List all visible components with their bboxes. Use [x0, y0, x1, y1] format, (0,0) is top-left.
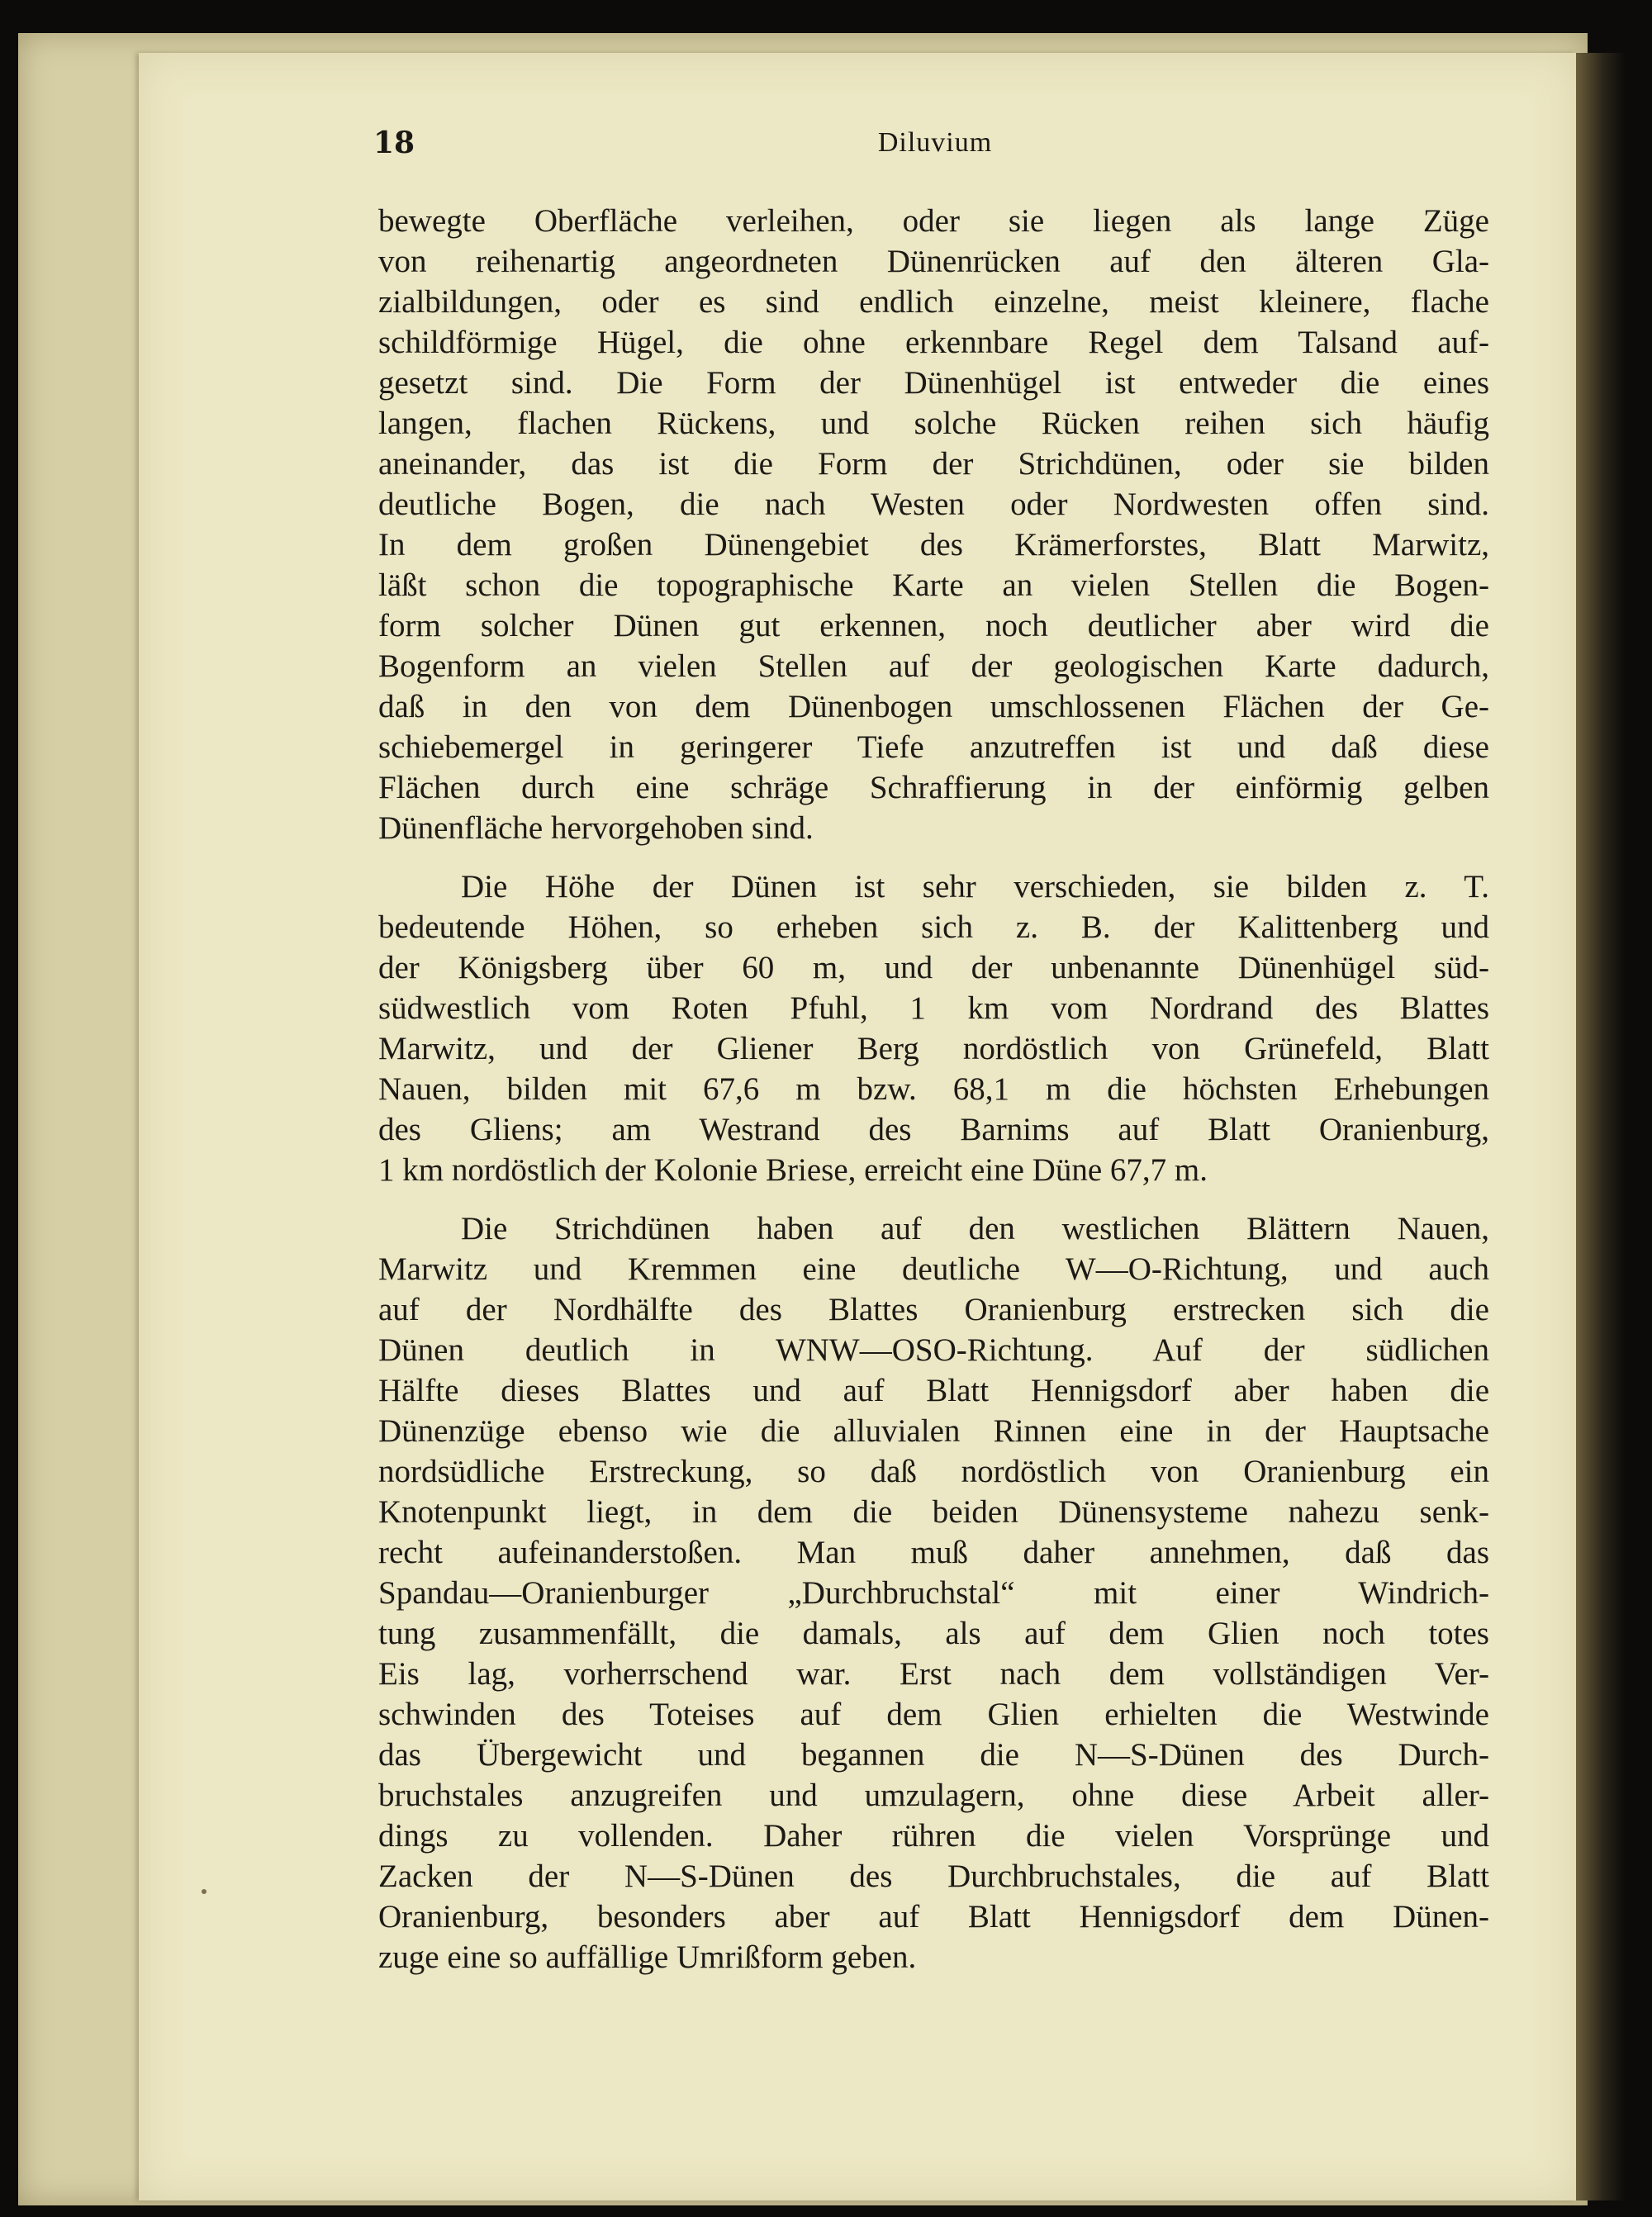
page-number: 18	[373, 126, 415, 160]
text-line: Flächen durch eine schräge Schraffierung in der einförmig gelben	[378, 770, 1489, 805]
text-line: Die Höhe der Dünen ist sehr verschieden, sie bilden z. T.	[461, 869, 1489, 904]
text-line: auf der Nordhälfte des Blattes Oranienburg erstrecken sich die	[378, 1292, 1489, 1327]
running-title: Diluvium	[877, 127, 993, 158]
text-line: Zacken der N—S-Dünen des Durchbruchstales, die auf Blatt	[378, 1859, 1489, 1894]
text-line: Eis lag, vorherrschend war. Erst nach dem vollständigen Ver-	[378, 1656, 1489, 1692]
text-line: bedeutende Höhen, so erheben sich z. B. der Kalittenberg und	[378, 909, 1489, 945]
text-line: Spandau—Oranienburger „Durchbruchstal“ mit einer Windrich-	[378, 1575, 1489, 1611]
text-line: Hälfte dieses Blattes und auf Blatt Hennigsdorf aber haben die	[378, 1373, 1489, 1408]
page-gutter-shadow	[1576, 53, 1626, 2200]
text-line: schiebemergel in geringerer Tiefe anzutreffen ist und daß diese	[378, 729, 1489, 765]
text-line: Marwitz und Kremmen eine deutliche W—O-Richtung, und auch	[378, 1251, 1489, 1287]
text-line: der Königsberg über 60 m, und der unbenannte Dünenhügel süd-	[378, 950, 1489, 985]
text-line: zuge eine so auffällige Umrißform geben.	[378, 1939, 917, 1975]
body-text	[378, 201, 1489, 1996]
text-line: des Gliens; am Westrand des Barnims auf Blatt Oranienburg,	[378, 1112, 1489, 1147]
text-line: bruchstales anzugreifen und umzulagern, ohne diese Arbeit aller-	[378, 1778, 1489, 1813]
text-line: zialbildungen, oder es sind endlich einzelne, meist kleinere, flache	[378, 284, 1489, 320]
text-line: In dem großen Dünengebiet des Krämerforstes, Blatt Marwitz,	[378, 527, 1489, 563]
paragraph	[378, 866, 1489, 1190]
text-line: Oranienburg, besonders aber auf Blatt Hennigsdorf dem Dünen-	[378, 1899, 1489, 1935]
text-line: bewegte Oberfläche verleihen, oder sie liegen als lange Züge	[378, 203, 1489, 239]
running-head	[373, 126, 1530, 175]
text-line: dings zu vollenden. Daher rühren die vielen Vorsprünge und	[378, 1818, 1489, 1854]
text-line: Dünen deutlich in WNW—OSO-Richtung. Auf der südlichen	[378, 1332, 1489, 1368]
text-line: Nauen, bilden mit 67,6 m bzw. 68,1 m die höchsten Erhebungen	[378, 1071, 1489, 1107]
text-line: schildförmige Hügel, die ohne erkennbare Regel dem Talsand auf-	[378, 325, 1489, 360]
text-line: südwestlich vom Roten Pfuhl, 1 km vom Nordrand des Blattes	[378, 990, 1489, 1026]
text-line: das Übergewicht und begannen die N—S-Dünen des Durch-	[378, 1737, 1489, 1773]
text-line: von reihenartig angeordneten Dünenrücken auf den älteren Gla-	[378, 244, 1489, 279]
text-line: deutliche Bogen, die nach Westen oder Nordwesten offen sind.	[378, 487, 1489, 522]
text-line: daß in den von dem Dünenbogen umschlossenen Flächen der Ge-	[378, 689, 1489, 724]
paragraph	[378, 1208, 1489, 1977]
text-line: Marwitz, und der Gliener Berg nordöstlich von Grünefeld, Blatt	[378, 1031, 1489, 1066]
text-line: läßt schon die topographische Karte an vielen Stellen die Bogen-	[378, 567, 1489, 603]
text-line: Knotenpunkt liegt, in dem die beiden Dünensysteme nahezu senk-	[378, 1494, 1489, 1530]
text-line: aneinander, das ist die Form der Strichdünen, oder sie bilden	[378, 446, 1489, 482]
text-line: Die Strichdünen haben auf den westlichen Blättern Nauen,	[461, 1211, 1489, 1246]
text-line: schwinden des Toteises auf dem Glien erhielten die Westwinde	[378, 1697, 1489, 1732]
text-line: Bogenform an vielen Stellen auf der geologischen Karte dadurch,	[378, 648, 1489, 684]
paper-speck	[202, 1889, 206, 1894]
text-line: form solcher Dünen gut erkennen, noch deutlicher aber wird die	[378, 608, 1489, 643]
text-line: recht aufeinanderstoßen. Man muß daher annehmen, daß das	[378, 1535, 1489, 1570]
text-line: Dünenzüge ebenso wie die alluvialen Rinnen eine in der Hauptsache	[378, 1413, 1489, 1449]
text-line: tung zusammenfällt, die damals, als auf dem Glien noch totes	[378, 1616, 1489, 1651]
text-line: nordsüdliche Erstreckung, so daß nordöstlich von Oranienburg ein	[378, 1454, 1489, 1489]
paragraph	[378, 201, 1489, 848]
text-line: Dünenfläche hervorgehoben sind.	[378, 810, 814, 846]
text-line: gesetzt sind. Die Form der Dünenhügel ist entweder die eines	[378, 365, 1489, 401]
text-line: 1 km nordöstlich der Kolonie Briese, erreicht eine Düne 67,7 m.	[378, 1152, 1208, 1188]
text-line: langen, flachen Rückens, und solche Rücken reihen sich häufig	[378, 406, 1489, 441]
